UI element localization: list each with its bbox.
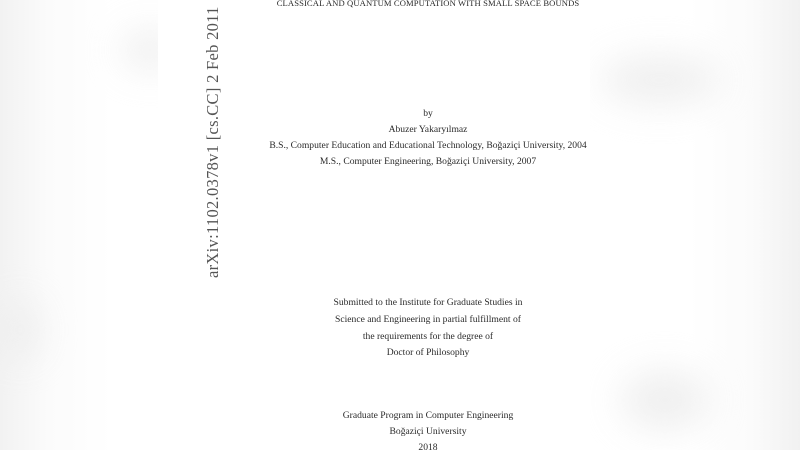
submission-line: the requirements for the degree of [362, 331, 494, 342]
author-name: Abuzer Yakaryılmaz [388, 124, 468, 135]
submission-line: Science and Engineering in partial fulfillment of [335, 314, 521, 325]
submission-line: Submitted to the Institute for Graduate Studies in [333, 297, 523, 308]
arxiv-stamp: arXiv:1102.0378v1 [cs.CC] 2 Feb 2011 [203, 6, 222, 278]
degree-ms: M.S., Computer Engineering, Boğaziçi University, 2007 [319, 156, 537, 167]
backdrop-blur [600, 55, 720, 105]
degree-name: Doctor of Philosophy [386, 347, 470, 358]
document-title: CLASSICAL AND QUANTUM COMPUTATION WITH SMALL SPACE BOUNDS [276, 0, 580, 8]
university-name: Boğaziçi University [389, 426, 467, 437]
graduate-program: Graduate Program in Computer Engineering [342, 410, 514, 421]
degree-bs: B.S., Computer Education and Educational Technology, Boğaziçi University, 2004 [269, 140, 587, 151]
year: 2018 [418, 442, 438, 450]
backdrop-blur [0, 300, 40, 360]
backdrop-blur [620, 370, 710, 430]
by-label: by [423, 108, 433, 119]
